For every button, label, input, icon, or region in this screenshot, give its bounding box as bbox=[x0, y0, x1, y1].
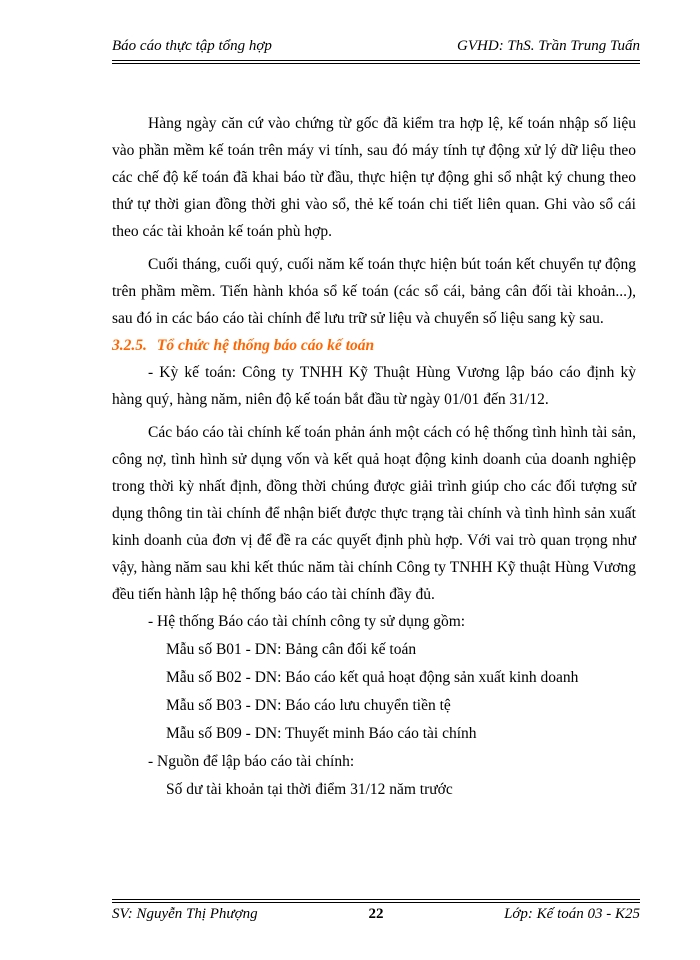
footer-student: SV: Nguyễn Thị Phượng bbox=[112, 906, 258, 922]
paragraph-period-end: Cuối tháng, cuối quý, cuối năm kế toán thực hiện bút toán kết chuyển tự động trên phầm mềm. Tiến hành khóa sổ kế toán (các sổ cái, bảng cân đối tài khoản...), sau đó in các báo cáo tài chính để lưu trữ sử liệu và chuyển số liệu sang kỳ sau. bbox=[112, 256, 636, 327]
footer-class: Lớp: Kế toán 03 - K25 bbox=[504, 906, 640, 922]
paragraph-accounting-period: - Kỳ kế toán: Công ty TNHH Kỹ Thuật Hùng Vương lập báo cáo định kỳ hàng quý, hàng năm, niên độ kế toán bắt đầu từ ngày 01/01 đến 31/12. bbox=[112, 364, 636, 408]
source-item: Số dư tài khoản tại thời điểm 31/12 năm trước bbox=[166, 781, 453, 798]
paragraph-data-entry: Hàng ngày căn cứ vào chứng từ gốc đã kiểm tra hợp lệ, kế toán nhập số liệu vào phần mềm kế toán trên máy vi tính, sau đó máy tính tự động xử lý dữ liệu theo các chế độ kế toán đã khai báo từ đầu, thực hiện tự động ghi sổ nhật ký chung theo thứ tự thời gian đồng thời ghi vào sổ, thẻ kế toán chi tiết liên quan. Ghi vào sổ cái theo các tài khoản kế toán phù hợp. bbox=[112, 115, 636, 240]
list-item: Mẫu số B03 - DN: Báo cáo lưu chuyển tiền tệ bbox=[166, 697, 451, 714]
page-footer bbox=[112, 906, 640, 928]
section-number: 3.2.5. bbox=[112, 337, 147, 354]
header-supervisor: GVHD: ThS. Trần Trung Tuấn bbox=[457, 38, 640, 54]
list-item: Mẫu số B01 - DN: Bảng cân đối kế toán bbox=[166, 641, 417, 658]
list-intro: - Hệ thống Báo cáo tài chính công ty sử dụng gồm: bbox=[148, 613, 466, 630]
section-title: Tổ chức hệ thống báo cáo kế toán bbox=[156, 337, 375, 354]
list-item: Mẫu số B02 - DN: Báo cáo kết quả hoạt động sản xuất kinh doanh bbox=[166, 669, 579, 686]
page-number: 22 bbox=[368, 906, 384, 922]
header-report-title: Báo cáo thực tập tổng hợp bbox=[112, 38, 272, 54]
header-divider bbox=[112, 60, 640, 64]
page-header bbox=[112, 38, 640, 60]
document-body bbox=[112, 110, 636, 804]
footer-divider bbox=[112, 899, 640, 903]
source-intro: - Nguồn để lập báo cáo tài chính: bbox=[148, 753, 355, 770]
section-heading bbox=[112, 332, 636, 359]
paragraph-financial-reports: Các báo cáo tài chính kế toán phản ánh một cách có hệ thống tình hình tài sản, công nợ, tình hình sử dụng vốn và kết quả hoạt động kinh doanh của doanh nghiệp trong thời kỳ nhất định, đồng thời chúng được giải trình giúp cho các đối tượng sử dụng thông tin tài chính để nhận biết được thực trạng tài chính và tình hình sản xuất kinh doanh của đơn vị để đề ra các quyết định phù hợp. Với vai trò quan trọng như vậy, hàng năm sau khi kết thúc năm tài chính Công ty TNHH Kỹ thuật Hùng Vương đều tiến hành lập hệ thống báo cáo tài chính đầy đủ. bbox=[112, 424, 636, 603]
list-item: Mẫu số B09 - DN: Thuyết minh Báo cáo tài chính bbox=[166, 725, 477, 742]
